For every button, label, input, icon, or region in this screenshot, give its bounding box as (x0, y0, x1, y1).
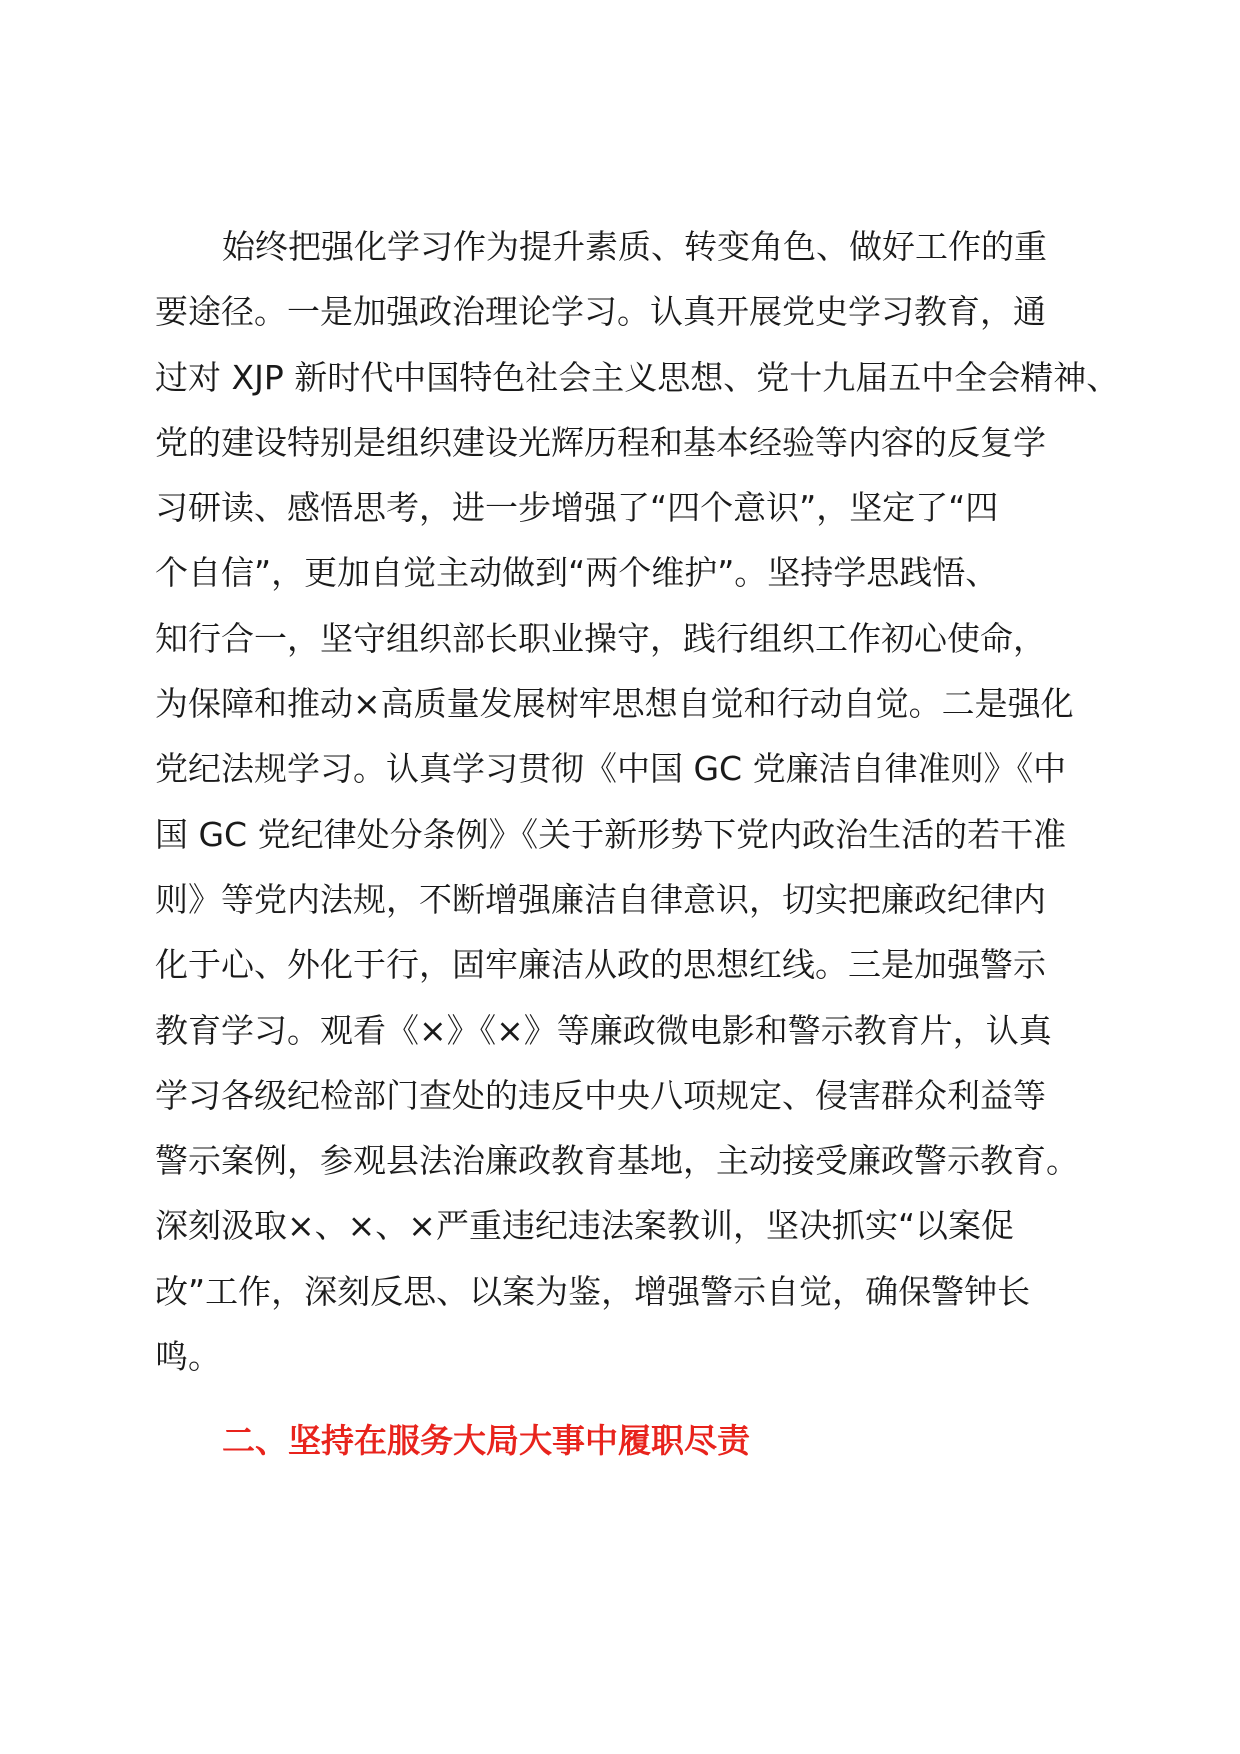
paragraph-line: 警示案例，参观县法治廉政教育基地，主动接受廉政警示教育。 (155, 1141, 1079, 1181)
paragraph-line: 党的建设特别是组织建设光辉历程和基本经验等内容的反复学 (155, 422, 1046, 462)
paragraph-line: 过对 XJP 新时代中国特色社会主义思想、党十九届五中全会精神、 (155, 357, 1120, 397)
paragraph-line: 个自信”，更加自觉主动做到“两个维护”。坚持学思践悟、 (155, 553, 999, 593)
paragraph-line: 鸣。 (155, 1337, 221, 1377)
paragraph-line: 要途径。一是加强政治理论学习。认真开展党史学习教育，通 (155, 292, 1046, 332)
paragraph-line: 学习各级纪检部门查处的违反中央八项规定、侵害群众利益等 (155, 1075, 1046, 1115)
paragraph-line: 习研读、感悟思考，进一步增强了“四个意识”，坚定了“四 (155, 488, 999, 528)
paragraph-line: 化于心、外化于行，固牢廉洁从政的思想红线。三是加强警示 (155, 945, 1046, 985)
paragraph-line: 为保障和推动×高质量发展树牢思想自觉和行动自觉。二是强化 (155, 684, 1074, 724)
section-heading: 二、坚持在服务大局大事中履职尽责 (222, 1421, 750, 1460)
body-paragraph (155, 214, 1120, 1389)
paragraph-line: 始终把强化学习作为提升素质、转变角色、做好工作的重 (222, 227, 1047, 266)
paragraph-line: 教育学习。观看《×》《×》等廉政微电影和警示教育片，认真 (155, 1010, 1052, 1050)
paragraph-line: 知行合一，坚守组织部长职业操守，践行组织工作初心使命， (155, 618, 1046, 658)
paragraph-line: 改”工作，深刻反思、以案为鉴，增强警示自觉，确保警钟长 (155, 1271, 1031, 1311)
paragraph-line: 党纪法规学习。认真学习贯彻《中国 GC 党廉洁自律准则》《中 (155, 749, 1067, 789)
paragraph-line: 国 GC 党纪律处分条例》《关于新形势下党内政治生活的若干准 (155, 814, 1067, 854)
paragraph-line: 则》等党内法规，不断增强廉洁自律意识，切实把廉政纪律内 (155, 879, 1046, 919)
paragraph-line: 深刻汲取×、×、×严重违纪违法案教训，坚决抓实“以案促 (155, 1206, 1015, 1246)
